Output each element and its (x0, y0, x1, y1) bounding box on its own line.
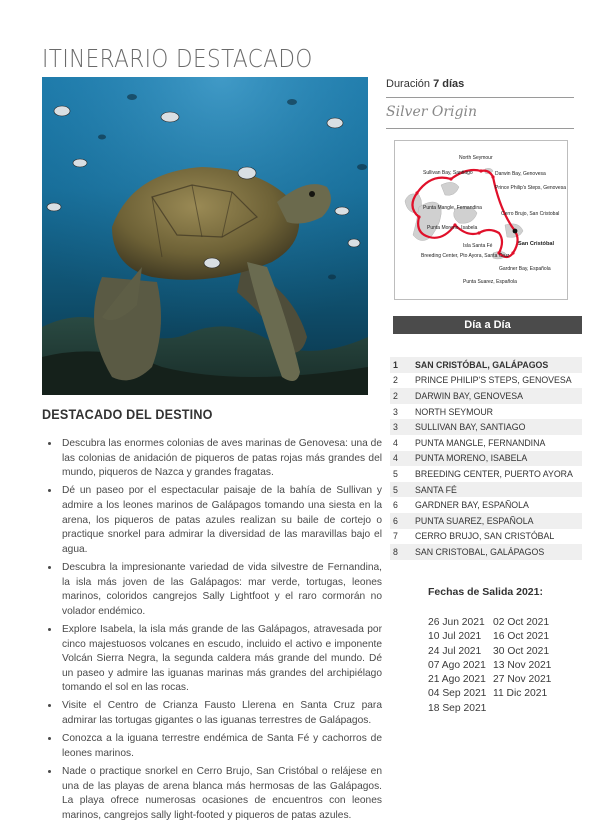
highlights-list (48, 436, 382, 826)
departure-date: 04 Sep 2021 (428, 688, 487, 700)
day-number: 3 (393, 422, 398, 433)
highlight-item: • Descubra las enormes colonias de aves marinas de Genovesa: una de las colonias de anidación de piqueros de patas rojas más grandes del mundo, piqueros de Nazca y grandes fragatas. (60, 436, 382, 481)
map-label: Punta Mangle, Fernandina (423, 205, 482, 211)
day-port: SAN CRISTÓBAL, GALÁPAGOS (415, 359, 549, 370)
itinerary-row (390, 497, 582, 513)
day-number: 3 (393, 406, 398, 417)
itinerary-row (390, 357, 582, 373)
map-label: Gardner Bay, Española (499, 266, 551, 272)
ship-name: Silver Origin (386, 104, 477, 120)
departure-date: 26 Jun 2021 (428, 617, 485, 628)
divider (386, 128, 574, 129)
itinerary-row (390, 513, 582, 529)
highlight-item: • Visite el Centro de Crianza Fausto Llerena en Santa Cruz para admirar las tortugas gigantes o las iguanas terrestres de Galápagos. (60, 698, 382, 728)
map-label: Isla Santa Fé (463, 243, 493, 249)
day-number: 6 (393, 500, 398, 511)
departure-date: 11 Dic 2021 (493, 688, 548, 700)
departure-date: 30 Oct 2021 (493, 645, 550, 657)
itinerary-row (390, 482, 582, 498)
departure-date: 02 Oct 2021 (493, 617, 550, 628)
departure-date: 13 Nov 2021 (493, 659, 552, 671)
highlight-item: • Conozca a la iguana terrestre endémica de Santa Fé y cachorros de leones marinos. (60, 731, 382, 761)
day-port: SANTA FÉ (415, 484, 457, 495)
itinerary-row (390, 529, 582, 545)
highlight-item: • Explore Isabela, la isla más grande de las Galápagos, atravesada por cinco majestuosos volcanes en escudo, incluido el activo e imponente Volcán Sierra Negra, la segunda caldera más grande del mundo. Dé un paseo y admire las iguanas marinas más grandes del archipiélago tomando el sol en las rocas. (60, 622, 382, 696)
day-port: NORTH SEYMOUR (415, 406, 494, 417)
itinerary-row (390, 419, 582, 435)
day-number: 5 (393, 484, 398, 495)
itinerary-row (390, 435, 582, 451)
duration-label: Duración (386, 78, 431, 90)
itinerary-list (390, 357, 582, 560)
day-by-day-header: Día a Día (393, 316, 582, 334)
day-port: SAN CRISTOBAL, GALÁPAGOS (415, 546, 545, 557)
day-port: PUNTA MANGLE, FERNANDINA (415, 437, 546, 448)
departure-date: 18 Sep 2021 (428, 702, 487, 714)
departure-date: 16 Oct 2021 (493, 631, 550, 643)
day-number: 1 (393, 359, 398, 370)
day-number: 2 (393, 375, 398, 386)
map-label: Punta Suarez, Española (463, 279, 517, 285)
departure-date: 10 Jul 2021 (428, 631, 482, 643)
itinerary-row (390, 373, 582, 389)
day-port: GARDNER BAY, ESPAÑOLA (415, 500, 529, 511)
itinerary-row (390, 466, 582, 482)
highlight-item: • Descubra la impresionante variedad de vida silvestre de Fernandina, la isla más joven de las Galápagos: mar verde, tortugas, leones marinos, coloridos cangrejos Sally Lightfoot y el raro cormorán no volador endémico. (60, 560, 382, 619)
hero-image-turtle (42, 77, 368, 395)
day-number: 4 (393, 437, 398, 448)
itinerary-row (390, 388, 582, 404)
departure-dates-column (493, 616, 551, 702)
map-label-port: San Cristóbal (518, 241, 555, 247)
day-port: BREEDING CENTER, PUERTO AYORA (415, 468, 573, 479)
itinerary-row (390, 544, 582, 560)
departure-date: 07 Ago 2021 (428, 659, 486, 671)
map-label: Prince Philip's Steps, Genovesa (495, 185, 566, 191)
day-port: PUNTA SUAREZ, ESPAÑOLA (415, 515, 534, 526)
day-number: 2 (393, 390, 398, 401)
day-number: 7 (393, 531, 398, 542)
highlight-item: • Dé un paseo por el espectacular paisaje de la bahía de Sullivan y admire a los leones marinos de Galápagos tomando una siesta en la arena, los piqueros de patas azules realizan su baile de cortejo o practique snorkel para admirar la diversidad de las maravillas bajo el agua. (60, 483, 382, 557)
day-port: SULLIVAN BAY, SANTIAGO (415, 422, 526, 433)
day-number: 4 (393, 453, 398, 464)
port-marker (513, 229, 518, 234)
island-santiago (441, 182, 459, 195)
map-label: Punta Moreno, Isabela (427, 225, 478, 231)
departure-dates-column (428, 616, 486, 716)
day-number: 8 (393, 546, 398, 557)
departure-dates-title: Fechas de Salida 2021: (428, 586, 543, 598)
duration-value: 7 días (433, 78, 465, 90)
day-number: 5 (393, 468, 398, 479)
day-port: PRINCE PHILIP'S STEPS, GENOVESA (415, 375, 572, 386)
departure-date: 24 Jul 2021 (428, 645, 482, 657)
highlight-item: • Nade o practique snorkel en Cerro Brujo, San Cristóbal o relájese en una de las playas de arena blanca más hermosas de las Galápagos. La playa ofrece numerosas ocasiones de encuentros con leones marinos, cangrejos sally light-footed y piqueros de patas azules. (60, 764, 382, 823)
page-title: ITINERARIO DESTACADO (42, 44, 313, 73)
map-label: North Seymour (459, 155, 493, 161)
day-port: PUNTA MORENO, ISABELA (415, 453, 528, 464)
day-port: DARWIN BAY, GENOVESA (415, 390, 524, 401)
map-label: Darwin Bay, Genovesa (495, 171, 546, 177)
duration (386, 78, 464, 90)
destination-highlights-title: DESTACADO DEL DESTINO (42, 406, 213, 422)
departure-date: 27 Nov 2021 (493, 674, 552, 686)
departure-date: 21 Ago 2021 (428, 674, 486, 686)
day-port: CERRO BRUJO, SAN CRISTÓBAL (415, 531, 555, 542)
map-label: Cerro Brujo, San Cristobal (501, 211, 560, 217)
itinerary-row (390, 451, 582, 467)
divider (386, 97, 574, 98)
map-label: Breeding Center, Pto Ayora, Santa Cruz (421, 253, 510, 259)
route-map (394, 140, 568, 300)
map-label: Sullivan Bay, Santiago (423, 170, 473, 176)
day-number: 6 (393, 515, 398, 526)
itinerary-row (390, 404, 582, 420)
